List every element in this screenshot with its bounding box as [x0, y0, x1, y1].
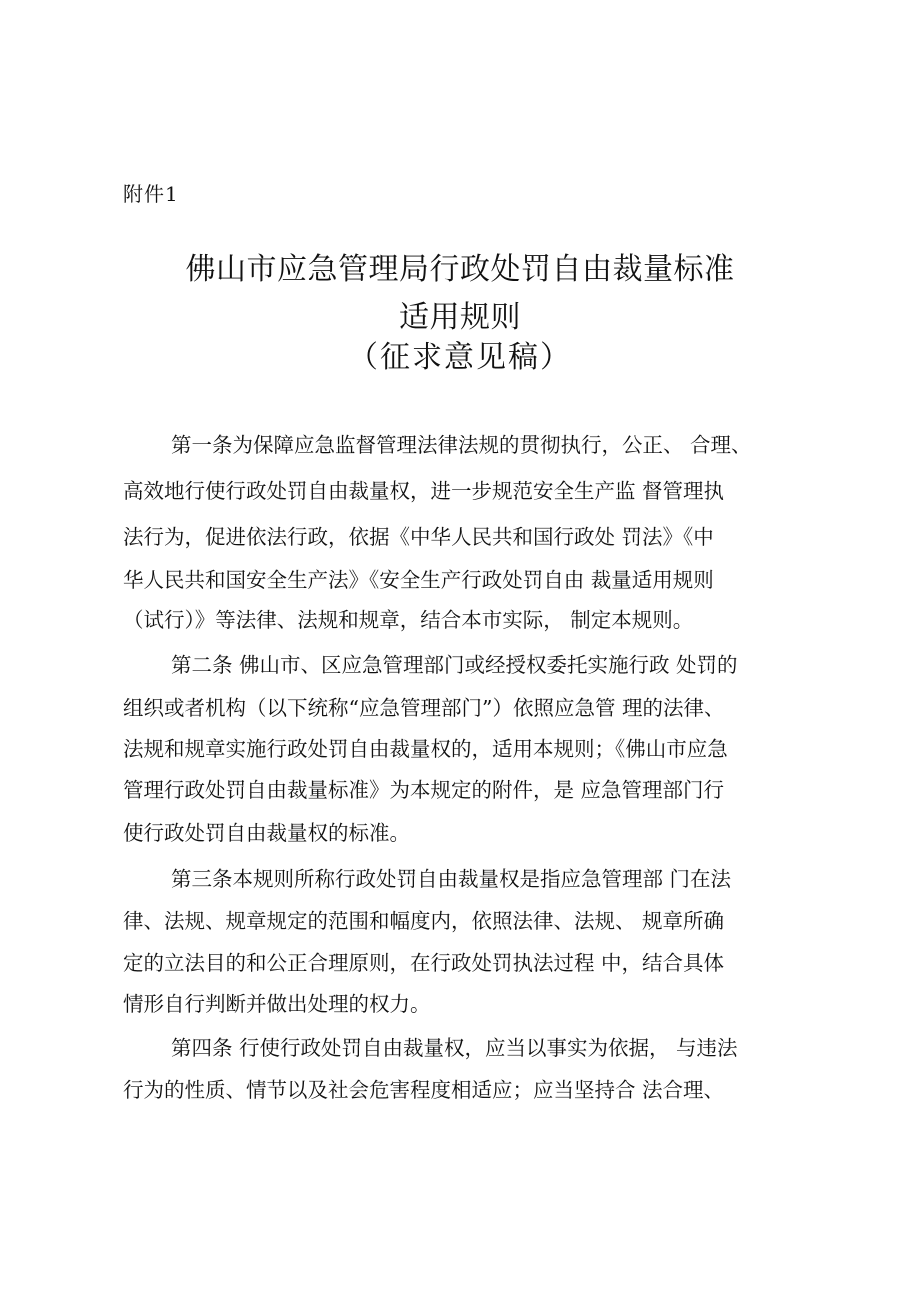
document-title-line-1: 佛山市应急管理局行政处罚自由裁量标准	[185, 252, 735, 287]
article-2-line-5: 使行政处罚自由裁量权的标准。	[123, 821, 410, 845]
document-title-line-2: 适用规则	[399, 300, 521, 335]
article-2-line-2: 组织或者机构（以下统称“应急管理部门”）依照应急管 理的法律、	[123, 696, 725, 720]
article-3-line-1: 第三条本规则所称行政处罚自由裁量权是指应急管理部 门在法	[171, 867, 732, 891]
article-2-line-4: 管理行政处罚自由裁量标准》为本规定的附件，是 应急管理部门行	[123, 778, 725, 802]
article-2-line-1: 第二条 佛山市、区应急管理部门或经授权委托实施行政 处罚的	[171, 653, 738, 677]
document-title-line-3: （征求意见稿）	[348, 340, 572, 375]
article-2-line-3: 法规和规章实施行政处罚自由裁量权的，适用本规则；《佛山市应急	[123, 737, 728, 761]
article-4-line-2: 行为的性质、情节以及社会危害程度相适应；应当坚持合 法合理、	[123, 1078, 725, 1102]
article-3-line-2: 律、法规、规章规定的范围和幅度内，依照法律、法规、 规章所确	[123, 909, 725, 933]
article-4-line-1: 第四条 行使行政处罚自由裁量权，应当以事实为依据， 与违法	[171, 1036, 738, 1060]
article-1-line-5: （试行）》等法律、法规和规章，结合本市实际， 制定本规则。	[123, 608, 694, 632]
article-1-line-4: 华人民共和国安全生产法》《安全生产行政处罚自由 裁量适用规则	[123, 568, 714, 592]
article-1-line-2: 高效地行使行政处罚自由裁量权，进一步规范安全生产监 督管理执	[123, 479, 725, 503]
article-3-line-3: 定的立法目的和公正合理原则，在行政处罚执法过程 中，结合具体	[123, 951, 725, 975]
attachment-label: 附件1	[123, 182, 179, 206]
article-1-line-3: 法行为，促进依法行政，依据《中华人民共和国行政处 罚法》《中	[123, 525, 714, 549]
article-3-line-4: 情形自行判断并做出处理的权力。	[123, 992, 431, 1016]
article-1-line-1: 第一条为保障应急监督管理法律法规的贯彻执行，公正、 合理、	[171, 433, 752, 457]
